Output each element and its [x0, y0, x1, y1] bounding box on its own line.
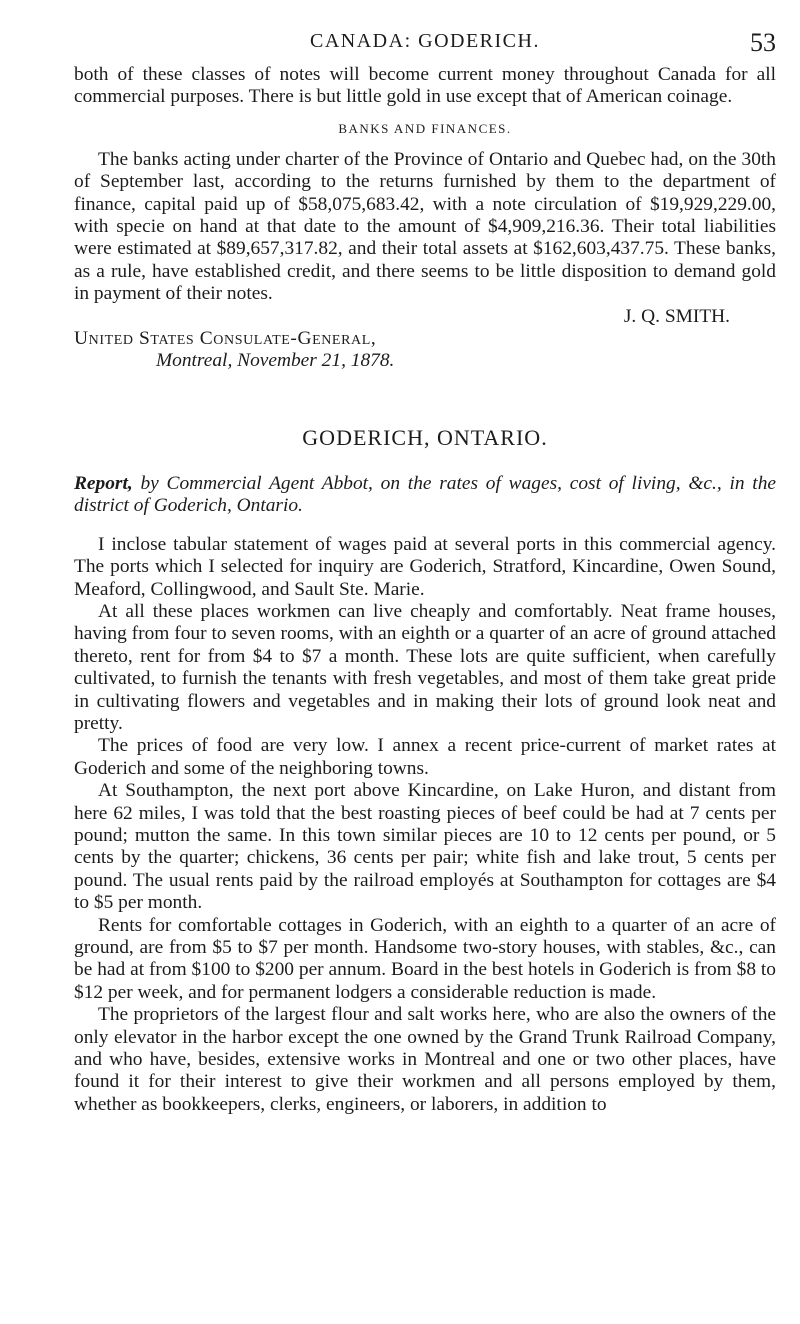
report-title: GODERICH, ONTARIO. [302, 424, 548, 450]
banks-paragraph: The banks acting under charter of the Province of Ontario and Quebec had, on the 30th of September last, according to the returns furnished by them to the department of finance, capital paid up of $58,075,683.42, with a note circulation of $19,929,229.00, with specie on hand at that date to the amount of $4,909,216.36. Their total liabilities were estimated at $89,657,317.82, and their total assets at $162,603,437.75. These banks, as a rule, have established credit, and there seems to be little disposition to demand gold in payment of their notes. [74, 148, 776, 305]
body-paragraph: At Southampton, the next port above Kincardine, on Lake Huron, and distant from here 62 miles, I was told that the best roasting pieces of beef could be had at 7 cents per pound; mutton the same. In this town similar pieces are 10 to 12 cents per pound, or 5 cents by the quarter; chickens, 36 cents per pair; white fish and lake trout, 5 cents per pound. The usual rents paid by the railroad employés at Southampton for cottages are $4 to $5 per month. [74, 780, 776, 914]
body-paragraph: At all these places workmen can live cheaply and comfortably. Neat frame houses, having from four to seven rooms, with an eighth or a quarter of an acre of ground attached thereto, rent for from $4 to $7 a month. These lots are quite sufficient, when carefully cultivated, to furnish the tenants with fresh vegetables, and most of them take great pride in cultivating flowers and vegetables and in making their lots of ground look neat and pretty. [74, 600, 776, 734]
consulate-place: United States Consulate-General, [74, 328, 377, 350]
page-number: 53 [750, 28, 776, 57]
consulate-date: Montreal, November 21, 1878. [156, 350, 395, 372]
report-intro-text: by Commercial Agent Abbot, on the rates of wages, cost of living, &c., in the district of Goderich, Ontario. [74, 472, 776, 517]
body-paragraph: The proprietors of the largest flour and salt works here, who are also the owners of the only elevator in the harbor except the one owned by the Grand Trunk Railroad Company, and who have, besides, extensive works in Montreal and one or two other places, have found it for their interest to give their workmen and all persons employed by them, whether as bookkeepers, clerks, engineers, or laborers, in addition to [74, 1004, 776, 1115]
body-paragraph: The prices of food are very low. I annex a recent price-current of market rates at Goderich and some of the neighboring towns. [74, 735, 776, 779]
section-heading: BANKS AND FINANCES. [338, 120, 512, 136]
running-head-title: CANADA: GODERICH. [310, 30, 540, 52]
continued-paragraph: both of these classes of notes will become current money throughout Canada for all commercial purposes. There is but little gold in use except that of American coinage. [74, 64, 776, 108]
report-intro [74, 473, 776, 518]
signature: J. Q. SMITH. [623, 305, 730, 327]
body-paragraph: I inclose tabular statement of wages paid at several ports in this commercial agency. The ports which I selected for inquiry are Goderich, Stratford, Kincardine, Owen Sound, Meaford, Collingwood, and Sault Ste. Marie. [74, 533, 776, 600]
body-paragraph: Rents for comfortable cottages in Goderich, with an eighth to a quarter of an acre of ground, are from $5 to $7 per month. Handsome two-story houses, with stables, &c., can be had at from $100 to $200 per annum. Board in the best hotels in Goderich is from $8 to $12 per week, and for permanent lodgers a considerable reduction is made. [74, 914, 776, 1003]
report-label: Report, [74, 472, 133, 494]
running-head [74, 30, 776, 64]
